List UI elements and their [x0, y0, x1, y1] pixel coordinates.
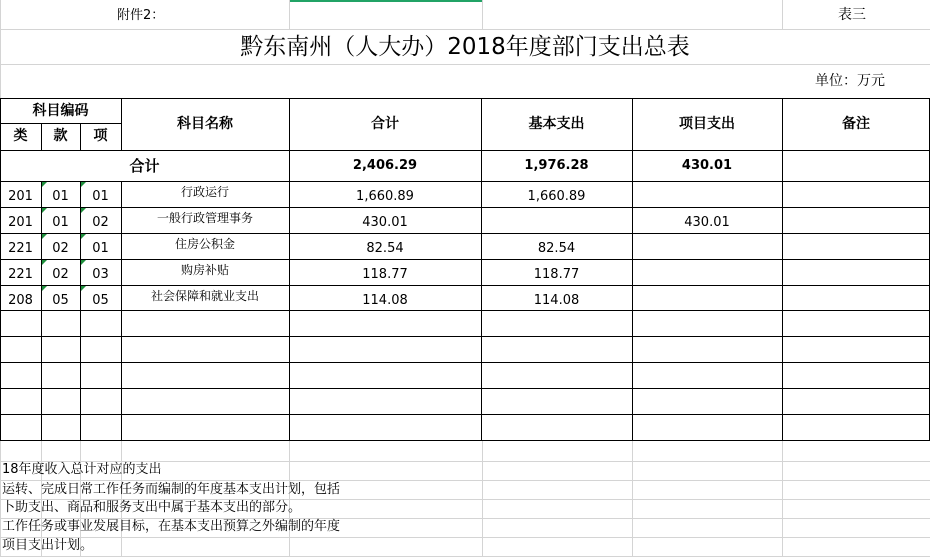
- grid-line-h: [0, 336, 930, 337]
- total-row-basic: 1,976.28: [524, 158, 589, 173]
- total-row-total: 2,406.29: [352, 158, 418, 173]
- cell-name: 行政运行: [180, 185, 229, 199]
- grid-line-h: [0, 150, 930, 151]
- grid-line-v: [289, 0, 290, 29]
- header-basic: 基本支出: [528, 116, 585, 132]
- note-line: 工作任务或事业发展目标，在基本支出预算之外编制的年度: [2, 519, 341, 534]
- grid-line-v: [782, 98, 783, 440]
- grid-line-h: [0, 181, 930, 182]
- cell-error-marker: [81, 234, 86, 239]
- grid-line-v: [782, 0, 783, 29]
- grid-line-v: [632, 98, 633, 440]
- grid-line-h: [0, 259, 930, 260]
- cell-total: 118.77: [362, 267, 408, 282]
- unit-label: 单位：万元: [815, 73, 885, 89]
- header-kuan: 款: [53, 128, 68, 144]
- cell-kuan: 02: [52, 241, 69, 256]
- cell-lei: 221: [8, 241, 33, 256]
- header-lei: 类: [13, 128, 28, 144]
- cell-basic: 114.08: [533, 293, 580, 308]
- cell-error-marker: [42, 182, 47, 187]
- note-line: 18年度收入总计对应的支出: [2, 462, 162, 477]
- grid-line-v: [632, 440, 633, 557]
- cell-error-marker: [81, 208, 86, 213]
- grid-line-h: [0, 388, 930, 389]
- grid-line-v: [289, 440, 290, 557]
- grid-line-v: [482, 440, 483, 557]
- grid-line-h: [0, 123, 121, 124]
- grid-line-h: [0, 440, 930, 441]
- cell-error-marker: [42, 208, 47, 213]
- cell-error-marker: [81, 182, 86, 187]
- cell-name: 住房公积金: [174, 237, 235, 251]
- total-row-project: 430.01: [681, 158, 733, 173]
- header-code-group: 科目编码: [32, 103, 89, 119]
- note-line: 卜助支出、商品和服务支出中属于基本支出的部分。: [2, 500, 302, 515]
- cell-basic: 82.54: [537, 241, 576, 256]
- cell-name: 一般行政管理事务: [156, 211, 253, 225]
- cell-lei: 201: [8, 215, 33, 230]
- header-total: 合计: [371, 116, 399, 132]
- cell-error-marker: [81, 286, 86, 291]
- grid-line-h: [0, 480, 930, 481]
- cell-lei: 208: [8, 293, 33, 308]
- grid-line-h: [0, 362, 930, 363]
- table-number: 表三: [838, 7, 866, 23]
- cell-total: 1,660.89: [356, 189, 414, 204]
- attachment-label: 附件2：: [117, 8, 165, 23]
- grid-line-h: [0, 207, 930, 208]
- cell-xiang: 01: [92, 241, 109, 256]
- grid-line-v: [482, 0, 483, 29]
- note-line: 运转、完成日常工作任务而编制的年度基本支出计划，包括: [2, 482, 341, 497]
- grid-line-h: [0, 233, 930, 234]
- grid-line-h: [0, 414, 930, 415]
- cell-error-marker: [42, 234, 47, 239]
- cell-error-marker: [42, 286, 47, 291]
- cell-total: 430.01: [362, 215, 408, 230]
- selected-column-indicator: [289, 0, 482, 2]
- cell-kuan: 01: [52, 189, 69, 204]
- cell-name: 购房补贴: [180, 263, 229, 277]
- cell-name: 社会保障和就业支出: [150, 289, 259, 303]
- cell-total: 114.08: [362, 293, 408, 308]
- cell-kuan: 05: [52, 293, 69, 308]
- cell-kuan: 01: [52, 215, 69, 230]
- cell-project: 430.01: [684, 215, 730, 230]
- header-project: 项目支出: [679, 116, 735, 132]
- cell-xiang: 02: [92, 215, 109, 230]
- cell-error-marker: [42, 260, 47, 265]
- grid-line-v: [121, 440, 122, 557]
- grid-line-h: [0, 64, 930, 65]
- cell-basic: 118.77: [533, 267, 580, 282]
- grid-line-h: [0, 537, 930, 538]
- cell-kuan: 02: [52, 267, 69, 282]
- header-name: 科目名称: [177, 116, 233, 132]
- grid-line-h: [0, 285, 930, 286]
- cell-xiang: 01: [92, 189, 109, 204]
- page-title: 黔东南州（人大办）2018年度部门支出总表: [240, 34, 690, 60]
- grid-line-v: [782, 440, 783, 557]
- cell-error-marker: [81, 260, 86, 265]
- cell-total: 82.54: [366, 241, 404, 256]
- header-xiang: 项: [93, 128, 108, 144]
- cell-xiang: 05: [92, 293, 109, 308]
- cell-basic: 1,660.89: [527, 189, 586, 204]
- cell-xiang: 03: [92, 267, 109, 282]
- total-row-label: 合计: [129, 157, 160, 175]
- header-remark: 备注: [842, 116, 870, 132]
- grid-line-h: [0, 29, 930, 30]
- cell-lei: 221: [8, 267, 33, 282]
- grid-line-h: [0, 98, 930, 99]
- cell-lei: 201: [8, 189, 33, 204]
- grid-line-h: [0, 310, 930, 311]
- note-line: 项目支出计划。: [2, 538, 94, 553]
